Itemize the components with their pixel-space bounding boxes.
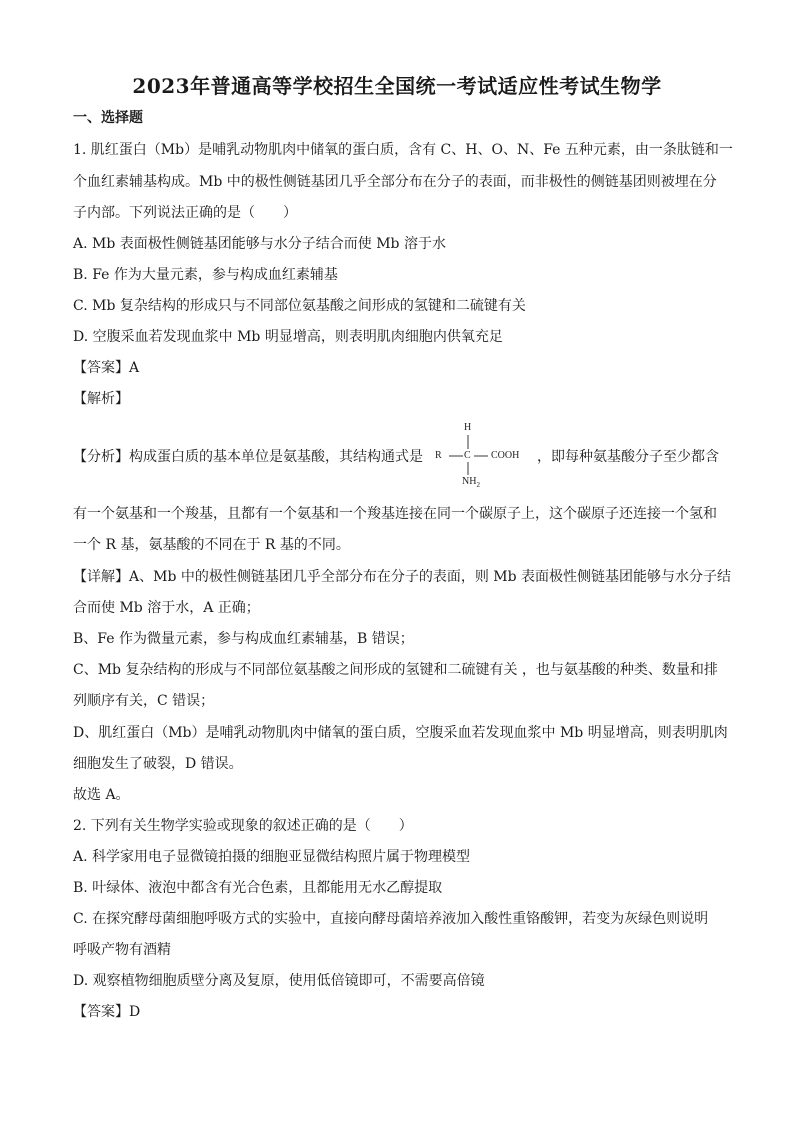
answer-label: 【答案】 bbox=[73, 360, 129, 376]
q1-stem-line-2: 个血红素辅基构成。Mb 中的极性侧链基团几乎全部分布在分子的表面，而非极性的侧链基团则被埋在分 bbox=[73, 174, 717, 190]
q1-option-b: B. Fe 作为大量元素，参与构成血红素辅基 bbox=[73, 267, 338, 283]
q1-answer bbox=[73, 359, 139, 377]
q1-xiangjie-line-5: 列顺序有关，C 错误； bbox=[73, 693, 215, 709]
formula-r: R bbox=[435, 450, 442, 461]
q1-xiangjie-line-4: C、Mb 复杂结构的形成与不同部位氨基酸之间形成的氢键和二硫键有关 ，也与氨基酸的种类、数量和排 bbox=[73, 662, 718, 678]
answer-value: A bbox=[129, 360, 140, 376]
formula-sub2: 2 bbox=[476, 481, 480, 489]
q1-stem-line-3: 子内部。下列说法正确的是（ ） bbox=[73, 205, 297, 221]
q1-fenxi-line-2: 有一个氨基和一个羧基，且都有一个氨基和一个羧基连接在同一个碳原子上，这个碳原子还连接一个氢和 bbox=[73, 506, 717, 522]
formula-h: H bbox=[464, 422, 472, 433]
page-title: 2023年普通高等学校招生全国统一考试适应性考试生物学 bbox=[132, 74, 662, 98]
q1-stem-line-1: 1. 肌红蛋白（Mb）是哺乳动物肌肉中储氧的蛋白质，含有 C、H、O、N、Fe 五种元素，由一条肽链和一 bbox=[73, 142, 733, 158]
q1-analysis-label: 【解析】 bbox=[73, 391, 129, 407]
q2-option-c-line-2: 呼吸产物有酒精 bbox=[73, 942, 171, 958]
formula-bonds bbox=[431, 422, 541, 492]
xiangjie-text-1: A、Mb 中的极性侧链基团几乎全部分布在分子的表面，则 Mb 表面极性侧链基团能够与水分子结 bbox=[129, 569, 732, 585]
q2-option-c-line-1: C. 在探究酵母菌细胞呼吸方式的实验中，直接向酵母菌培养液加入酸性重铬酸钾，若变为灰绿色则说明 bbox=[73, 911, 709, 927]
q2-option-a: A. 科学家用电子显微镜拍摄的细胞亚显微结构照片属于物理模型 bbox=[73, 849, 471, 865]
q1-xiangjie-line-3: B、Fe 作为微量元素，参与构成血红素辅基，B 错误； bbox=[73, 631, 414, 647]
q1-conclusion: 故选 A。 bbox=[73, 787, 130, 803]
fenxi-text-1a: 构成蛋白质的基本单位是氨基酸，其结构通式是 bbox=[129, 449, 423, 465]
q1-fenxi-line-3: 一个 R 基，氨基酸的不同在于 R 基的不同。 bbox=[73, 537, 350, 553]
q1-fenxi-line-1a bbox=[73, 448, 423, 466]
q2-option-b: B. 叶绿体、液泡中都含有光合色素，且都能用无水乙醇提取 bbox=[73, 880, 443, 896]
q1-xiangjie-line-6: D、肌红蛋白（Mb）是哺乳动物肌肉中储氧的蛋白质，空腹采血若发现血浆中 Mb 明显增高，则表明肌肉 bbox=[73, 725, 728, 741]
formula-cooh: COOH bbox=[491, 450, 520, 461]
q2-answer-label: 【答案】 bbox=[73, 1004, 129, 1020]
fenxi-label: 【分析】 bbox=[73, 449, 129, 465]
formula-c: C bbox=[464, 450, 471, 461]
amino-acid-formula bbox=[431, 422, 541, 492]
q2-stem: 2. 下列有关生物学实验或现象的叙述正确的是（ ） bbox=[73, 818, 413, 834]
formula-nh2 bbox=[462, 476, 480, 489]
q1-xiangjie-line-1 bbox=[73, 568, 731, 586]
q1-option-c: C. Mb 复杂结构的形成只与不同部位氨基酸之间形成的氢键和二硫键有关 bbox=[73, 298, 526, 314]
q1-xiangjie-line-7: 细胞发生了破裂，D 错误。 bbox=[73, 756, 243, 772]
formula-nh: NH bbox=[462, 476, 477, 487]
q1-option-d: D. 空腹采血若发现血浆中 Mb 明显增高，则表明肌肉细胞内供氧充足 bbox=[73, 329, 503, 345]
section-heading: 一、选择题 bbox=[73, 110, 143, 126]
q2-answer bbox=[73, 1003, 140, 1021]
q1-option-a: A. Mb 表面极性侧链基团能够与水分子结合而使 Mb 溶于水 bbox=[73, 236, 446, 252]
q2-answer-value: D bbox=[129, 1004, 141, 1020]
q1-xiangjie-line-2: 合而使 Mb 溶于水，A 正确； bbox=[73, 600, 260, 616]
xiangjie-label: 【详解】 bbox=[73, 569, 129, 585]
q1-fenxi-line-1b: ，即每种氨基酸分子至少都含 bbox=[537, 449, 719, 465]
q2-option-d: D. 观察植物细胞质壁分离及复原，使用低倍镜即可，不需要高倍镜 bbox=[73, 973, 485, 989]
